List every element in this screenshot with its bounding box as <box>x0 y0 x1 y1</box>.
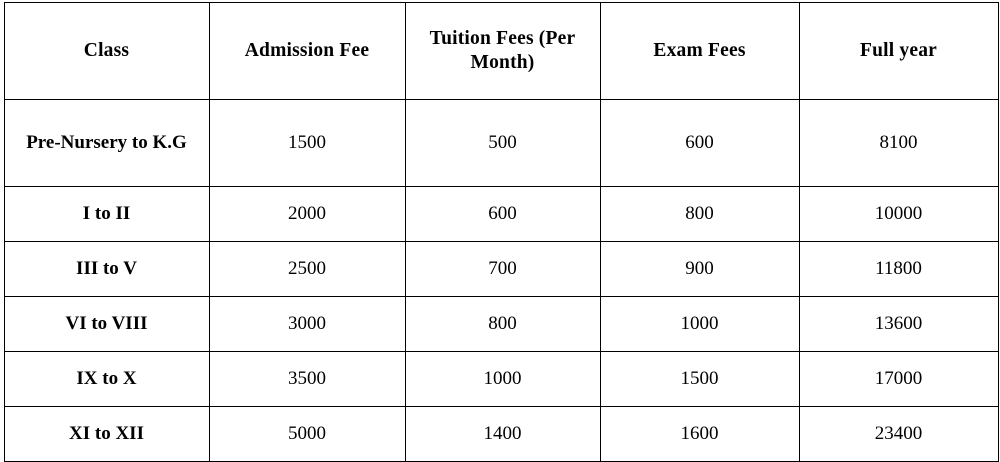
cell-tuition-fee: 1400 <box>405 407 600 462</box>
cell-admission-fee: 3000 <box>209 297 405 352</box>
cell-tuition-fee: 1000 <box>405 352 600 407</box>
cell-tuition-fee: 800 <box>405 297 600 352</box>
cell-full-year: 10000 <box>799 187 998 242</box>
cell-tuition-fee: 500 <box>405 100 600 187</box>
table-header <box>4 3 998 100</box>
table-body <box>4 100 998 462</box>
column-header-class: Class <box>4 3 209 100</box>
cell-class: VI to VIII <box>4 297 209 352</box>
cell-admission-fee: 1500 <box>209 100 405 187</box>
cell-exam-fees: 1000 <box>600 297 799 352</box>
table-row <box>4 100 998 187</box>
table-header-row <box>4 3 998 100</box>
cell-full-year: 17000 <box>799 352 998 407</box>
cell-admission-fee: 2500 <box>209 242 405 297</box>
column-header-exam-fees: Exam Fees <box>600 3 799 100</box>
cell-admission-fee: 5000 <box>209 407 405 462</box>
cell-class: III to V <box>4 242 209 297</box>
cell-tuition-fee: 700 <box>405 242 600 297</box>
cell-exam-fees: 600 <box>600 100 799 187</box>
table-row <box>4 242 998 297</box>
column-header-full-year: Full year <box>799 3 998 100</box>
column-header-admission-fee: Admission Fee <box>209 3 405 100</box>
cell-full-year: 23400 <box>799 407 998 462</box>
table-row <box>4 352 998 407</box>
cell-class: XI to XII <box>4 407 209 462</box>
cell-class: I to II <box>4 187 209 242</box>
cell-exam-fees: 800 <box>600 187 799 242</box>
cell-exam-fees: 1600 <box>600 407 799 462</box>
cell-full-year: 11800 <box>799 242 998 297</box>
fee-structure-table <box>4 2 999 462</box>
table-row <box>4 297 998 352</box>
table-row <box>4 187 998 242</box>
column-header-tuition-fees: Tuition Fees (Per Month) <box>405 3 600 100</box>
cell-exam-fees: 1500 <box>600 352 799 407</box>
cell-admission-fee: 3500 <box>209 352 405 407</box>
cell-full-year: 13600 <box>799 297 998 352</box>
cell-admission-fee: 2000 <box>209 187 405 242</box>
cell-full-year: 8100 <box>799 100 998 187</box>
cell-exam-fees: 900 <box>600 242 799 297</box>
cell-class: Pre-Nursery to K.G <box>4 100 209 187</box>
cell-class: IX to X <box>4 352 209 407</box>
cell-tuition-fee: 600 <box>405 187 600 242</box>
